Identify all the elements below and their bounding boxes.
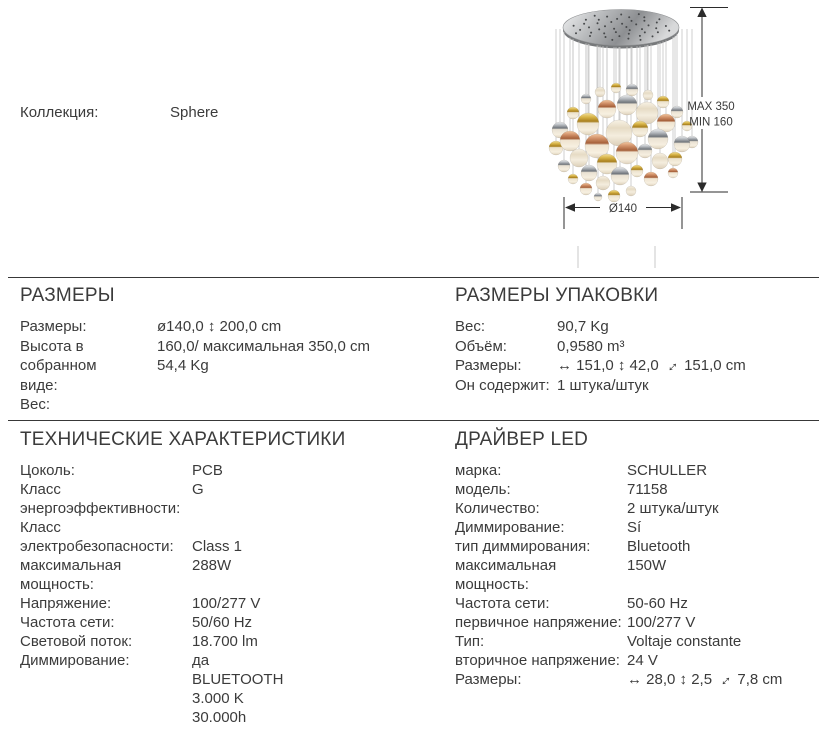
spec-row [20,499,432,518]
spec-label: максимальная [20,557,122,574]
spec-value: BLUETOOTH [192,671,284,688]
spec-label [20,708,192,727]
spec-value: Voltaje constante [627,633,742,650]
spec-row [455,594,827,613]
spec-row [455,499,827,518]
spec-label: Цоколь: [20,462,75,479]
spec-row [455,518,827,537]
spec-label: мощность: [20,576,94,593]
spec-label: виде: [20,376,58,394]
spec-value: Class 1 [192,538,243,555]
spec-value: 160,0/ максимальная 350,0 cm [157,337,370,355]
max-height-label: MAX 350 [687,101,735,113]
spec-value: 54,4 Kg [157,357,209,374]
spec-row [20,356,432,376]
spec-value [157,395,432,415]
spec-value [157,376,432,396]
spec-value: 71158 [627,481,668,498]
spec-value: 90,7 Kg [557,318,609,335]
spec-table [20,317,432,415]
spec-label: Класс [20,519,61,536]
spec-label: Тип: [455,633,485,650]
spec-row [20,575,432,594]
spec-value: да [192,652,210,669]
spec-value: 1 штука/штук [557,376,649,394]
spec-row [20,594,432,613]
spec-table [455,317,827,395]
spec-value: G [192,481,204,498]
collection-row [20,103,218,122]
spec-row [20,461,432,480]
spec-row [455,461,827,480]
spec-value: 2 штука/штук [627,500,719,517]
section-tech-specs [20,428,432,727]
spec-row [20,670,432,689]
section-title: ДРАЙВЕР LED [455,429,589,450]
spec-row [20,651,432,670]
spec-row [20,395,432,415]
spec-label: Он содержит: [455,376,550,394]
spec-row [455,632,827,651]
spec-row [455,670,827,689]
collection-label: Коллекция: [20,104,99,121]
spec-value: 24 V [627,652,658,669]
spec-label: Диммирование: [20,652,130,669]
spec-value: 3.000 K [192,690,244,707]
spec-value: ↔ 151,0 ↕ 42,0 ↔ 151,0 cm [557,354,746,377]
section-dimensions [20,284,432,415]
spec-label: энергоэффективности: [20,500,181,517]
spec-label [20,670,192,689]
spec-label: Класс [20,481,61,498]
spec-value: 288W [192,557,232,574]
spec-value: 18.700 lm [192,633,258,650]
spec-row [20,632,432,651]
chandelier-drawing [540,0,827,272]
spec-label [20,689,192,708]
spec-row [455,556,827,594]
spec-value: ↔ 28,0 ↕ 2,5 ↔ 7,8 cm [627,668,783,691]
section-title: ТЕХНИЧЕСКИЕ ХАРАКТЕРИСТИКИ [20,429,346,450]
spec-value [192,575,432,594]
spec-label: Объём: [455,337,507,355]
spec-label: Количество: [455,500,540,517]
spec-row [20,376,432,396]
spec-row [455,317,827,337]
spec-value: 50-60 Hz [627,595,688,612]
spec-value: Sí [627,519,642,536]
spec-label: модель: [455,481,511,498]
spec-value [192,518,432,537]
spec-label: Вес: [20,396,51,413]
section-title: РАЗМЕРЫ УПАКОВКИ [455,285,659,306]
spec-value: SCHULLER [627,462,708,479]
spec-row [20,480,432,499]
spec-label: максимальная мощность: [455,557,557,593]
spec-value: 100/277 V [192,595,261,612]
spec-value: 30.000h [192,709,247,726]
section-led-driver [455,428,827,689]
min-height-label: MIN 160 [689,116,733,129]
spec-label: Частота сети: [20,614,115,631]
spec-value: 100/277 V [627,614,696,631]
spec-label: первичное напряжение: [455,614,622,631]
spheres [549,83,698,202]
diagonal-arrow-icon: ↔ [713,668,737,691]
spec-label: собранном [20,357,97,374]
spec-row [20,708,432,727]
spec-label: Вес: [455,318,486,335]
spec-row [20,556,432,575]
section-packaging [455,284,827,395]
spec-label: Размеры: [20,318,87,335]
spec-label: Размеры: [455,357,522,374]
spec-row [20,518,432,537]
spec-label: тип диммирования: [455,538,591,555]
spec-label: вторичное напряжение: [455,652,620,669]
spec-table [20,461,432,727]
spec-row [20,613,432,632]
collection-value: Sphere [170,104,219,121]
spec-label: Высота в [20,337,84,355]
spec-value: PCB [192,462,223,479]
spec-label: Напряжение: [20,595,112,612]
spec-value: 150W [627,557,667,574]
spec-value: 50/60 Hz [192,614,253,631]
spec-value [192,499,432,518]
spec-row [455,376,827,396]
spec-row [20,337,432,357]
section-divider [8,277,819,278]
spec-row [455,537,827,556]
spec-row [20,317,432,337]
spec-label: Частота сети: [455,595,550,612]
section-divider [8,420,819,421]
spec-label: марка: [455,462,502,479]
spec-row [455,337,827,357]
spec-value: Bluetooth [627,538,691,555]
spec-row [20,689,432,708]
spec-label: электробезопасности: [20,538,174,555]
spec-table [455,461,827,689]
product-figure [540,0,827,272]
spec-label: Диммирование: [455,519,565,536]
spec-value: ø140,0 ↕ 200,0 cm [157,318,282,335]
diagonal-arrow-icon: ↔ [659,354,683,377]
spec-row [455,356,827,376]
spec-row [455,613,827,632]
spec-label: Размеры: [455,671,522,688]
spec-row [455,651,827,670]
spec-value: 0,9580 m³ [557,337,625,355]
spec-row [455,480,827,499]
diameter-label: Ø140 [608,203,638,215]
spec-row [20,537,432,556]
section-title: РАЗМЕРЫ [20,285,115,306]
spec-label: Световой поток: [20,633,133,650]
